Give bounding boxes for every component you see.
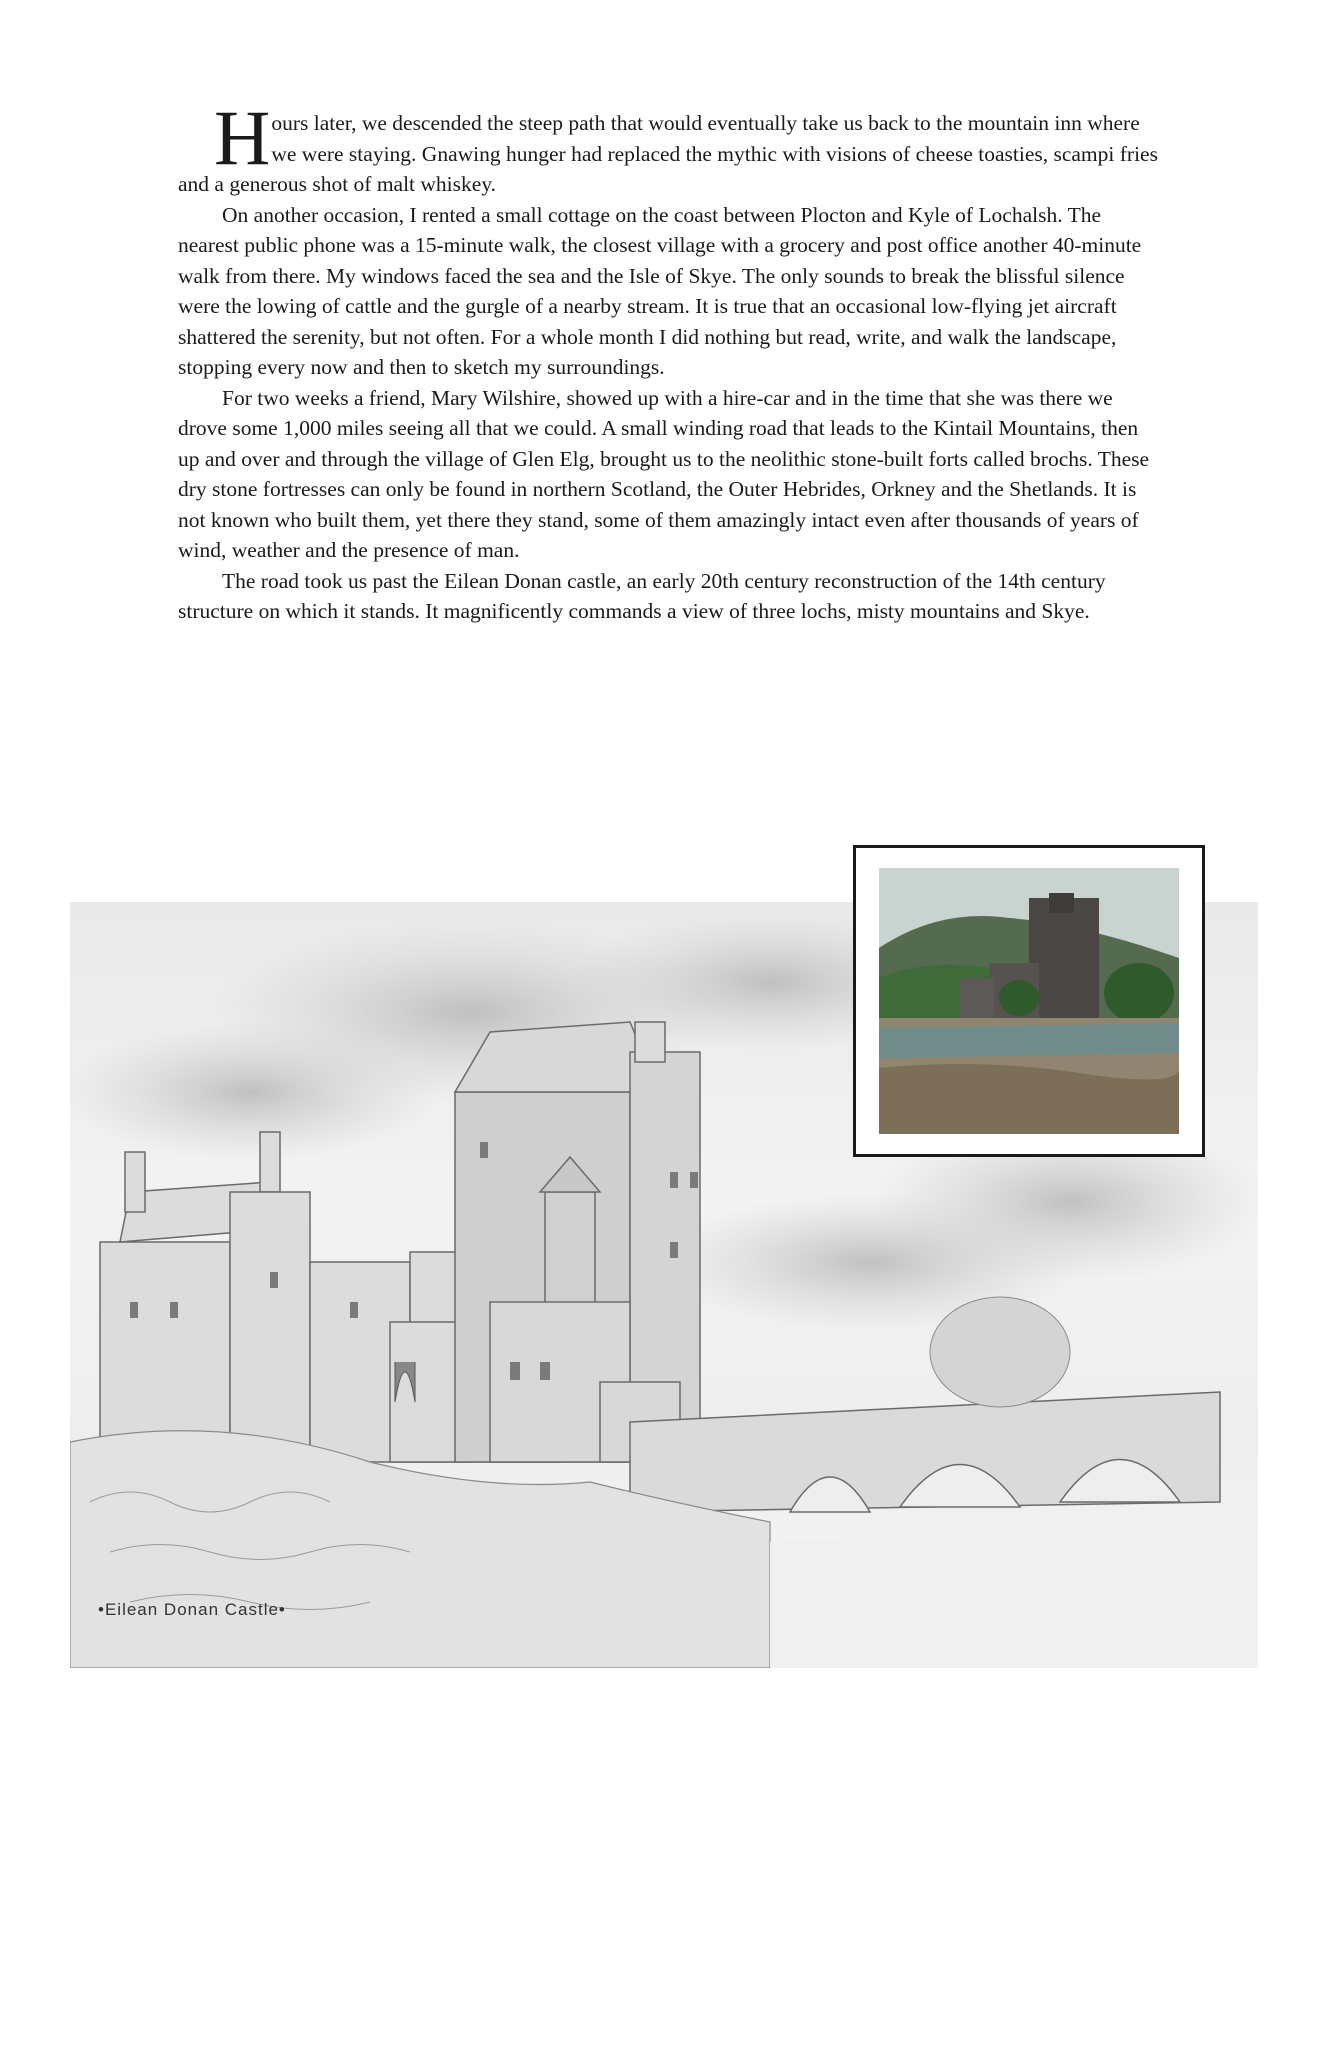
castle-photo (879, 868, 1179, 1134)
drop-cap: H (214, 94, 271, 181)
paragraph-4: The road took us past the Eilean Donan castle, an early 20th century reconstruction of the 14th century structure on which it stands. It magnificently commands a view of three lochs, misty mountains and Skye. (178, 568, 1106, 623)
paragraph-1 (178, 94, 1163, 200)
article-body (178, 94, 1163, 627)
sketch-caption: •Eilean Donan Castle• (98, 1600, 286, 1619)
castle-photo-frame (853, 845, 1205, 1157)
paragraph-2: On another occasion, I rented a small cottage on the coast between Plocton and Kyle of Lochalsh. The nearest public phone was a 15-minute walk, the closest village with a grocery and post office another 40-minute walk from there. My windows faced the sea and the Isle of Skye. The only sounds to break the blissful silence were the lowing of cattle and the gurgle of a nearby stream. It is true that an occasional low-flying jet aircraft shattered the serenity, but not often. For a whole month I did nothing but read, write, and walk the landscape, stopping every now and then to sketch my surroundings. (178, 202, 1142, 379)
paragraph-3: For two weeks a friend, Mary Wilshire, showed up with a hire-car and in the time that she was there we drove some 1,000 miles seeing all that we could. A small winding road that leads to the Kintail Mountains, then up and over and through the village of Glen Elg, brought us to the neolithic stone-built forts called brochs. These dry stone fortresses can only be found in northern Scotland, the Outer Hebrides, Orkney and the Shetlands. It is not known who built them, yet there they stand, some of them amazingly intact even after thousands of years of wind, weather and the presence of man. (178, 385, 1150, 562)
paragraph-1-text: ours later, we descended the steep path that would eventually take us back to the mountain inn where we were staying. Gnawing hunger had replaced the mythic with visions of cheese toasties, scampi fries and a generous shot of malt whiskey. (178, 111, 1158, 196)
